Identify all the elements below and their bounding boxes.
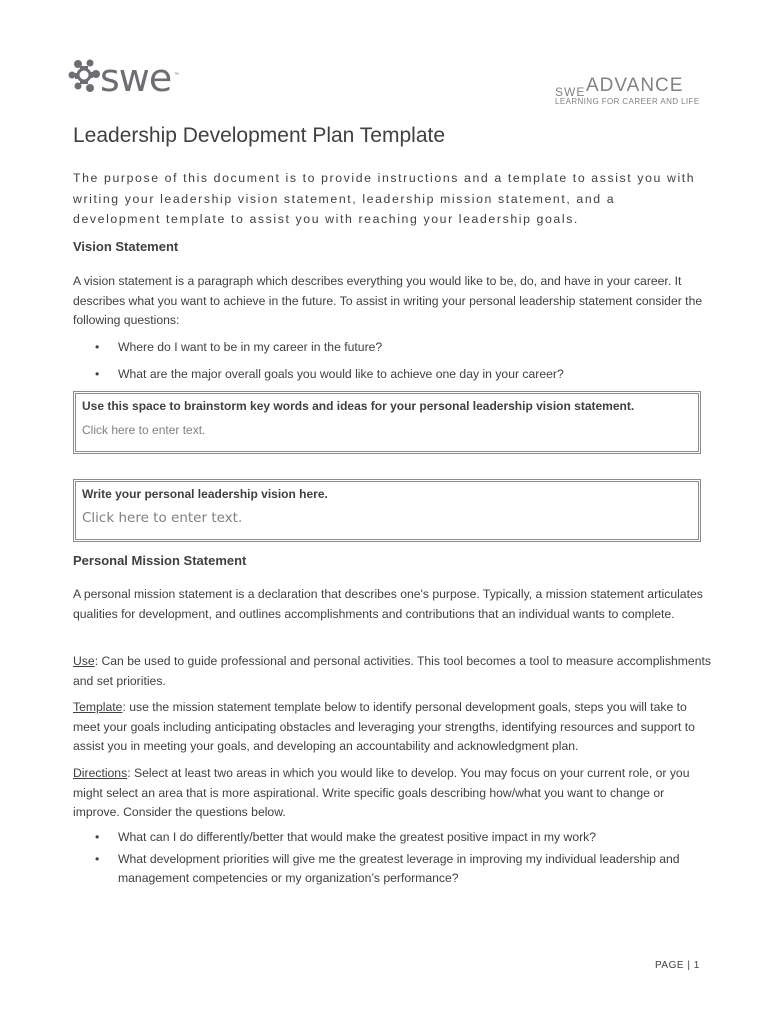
brainstorm-box[interactable]	[73, 391, 701, 454]
advance-prefix: SWE	[555, 85, 586, 99]
intro-paragraph: The purpose of this document is to provide instructions and a template to assist you with writing your leadership vision statement, leadership mission statement, and a development template to assist you with reaching your leadership goals.	[73, 171, 696, 226]
bullet-icon: •	[95, 340, 100, 354]
swe-gear-icon	[68, 58, 104, 100]
advance-tagline: LEARNING FOR CAREER AND LIFE	[555, 97, 700, 106]
mission-questions-list	[73, 828, 713, 889]
list-item: • What are the major overall goals you would like to achieve one day in your career?	[73, 365, 564, 385]
mission-heading: Personal Mission Statement	[73, 553, 247, 568]
bullet-icon: •	[95, 851, 100, 866]
swe-logo	[68, 58, 188, 108]
template-label: Template	[73, 700, 123, 714]
list-item: • What can I do differently/better that would make the greatest positive impact in my work?	[73, 828, 713, 848]
vision-input[interactable]: Click here to enter text.	[82, 510, 243, 526]
use-label: Use	[73, 654, 95, 668]
bullet-icon: •	[95, 830, 100, 844]
list-item: • What development priorities will give me the greatest leverage in improving my individual leadership and management competencies or my organization’s performance?	[95, 851, 680, 885]
page-number: PAGE | 1	[655, 960, 700, 971]
mission-paragraph: A personal mission statement is a declaration that describes one's purpose. Typically, a mission statement articulates qualities for development, and outlines accomplishments and contributions that an individual wants to complete.	[73, 587, 703, 621]
directions-label: Directions	[73, 766, 128, 780]
list-item: • Where do I want to be in my career in the future?	[73, 338, 564, 358]
vision-paragraph: A vision statement is a paragraph which describes everything you would like to be, do, and have in your career. It describes what you want to achieve in the future. To assist in writing your personal leadership statement consider the following questions:	[73, 274, 703, 327]
bullet-icon: •	[95, 366, 100, 381]
template-paragraph: Template: use the mission statement template below to identify personal development goals, steps you will take to meet your goals including anticipating obstacles and leveraging your strengths, identifying resources and support to assist you in meeting your goals, and developing an accountability and acknowledgment plan.	[73, 700, 695, 753]
vision-heading: Vision Statement	[73, 239, 179, 254]
swe-advance-logo	[555, 76, 705, 108]
page-title: Leadership Development Plan Template	[73, 124, 446, 147]
brainstorm-label: Use this space to brainstorm key words and ideas for your personal leadership vision statement.	[82, 399, 635, 413]
trademark-symbol: ™	[174, 72, 179, 78]
swe-logo-text: swe	[100, 56, 172, 100]
directions-paragraph: Directions: Select at least two areas in which you would like to develop. You may focus on your current role, or you might select an area that is more aspirational. Write specific goals describing how/what you want to change or improve. Consider the questions below.	[73, 766, 690, 819]
vision-box-label: Write your personal leadership vision here.	[82, 487, 328, 501]
vision-box[interactable]	[73, 479, 701, 542]
brainstorm-input[interactable]: Click here to enter text.	[82, 423, 206, 437]
advance-word: ADVANCE	[586, 75, 684, 96]
vision-questions-list	[73, 338, 564, 384]
use-paragraph: Use: Can be used to guide professional and personal activities. This tool becomes a tool to measure accomplishments and set priorities.	[73, 654, 711, 688]
